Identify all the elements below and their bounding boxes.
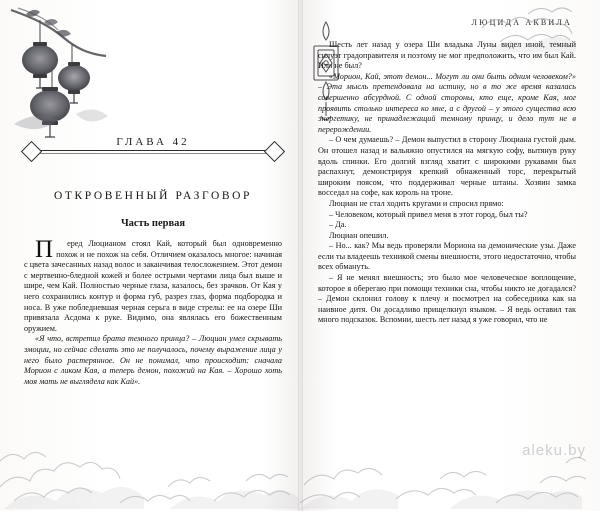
chapter-title: ОТКРОВЕННЫЙ РАЗГОВОР [53,190,253,202]
paragraph: – Я не менял внешность; это было мое человеческое воплощение, которое я оберегаю при помощи техники сна, чтобы никто не догадался? – Демон склонил голову к плечу и посмотрел на собеседника как на наивное дитя. Он досадливо прищелкнул языком. – Я ведь оставил так много подсказок. Вспомни, шесть лет назад я уже говорил, что не [318,273,576,325]
paragraph: Перед Люцианом стоял Кай, который был одновременно похож и не похож на себя. Отличием оказалось многое: начиная с цвета зачесанных назад волос и заканчивая телосложением. Этот демон с мертвенно-бледной кожей и более острыми чертами лица был выше и шире, чем Кай. Полностью черные глаза, казалось, без зрачков. От Кая у него сохранились контур и форма губ, разрез глаз, форма подбородка и носа. В уже побледневшая черная серьга в виде стрелы: ее на озере Ши привязала Асдома к руке. Видимо, она являлась его божественным оружием. [24,236,282,333]
paragraph: Шесть лет назад у озера Ши владыка Луны видел иной, темный силуэт градоправителя и поэтому не мог предположить, что им был Кай. Или не был? [318,40,576,71]
paragraph: Люциан опешил. [329,230,389,240]
part-title: Часть первая [120,218,186,229]
diamond-ornament-right [264,141,285,162]
cloud-ornament-bottom-right [300,391,600,511]
paragraph: – Человеком, который привел меня в этот город, был ты? [329,209,528,219]
chapter-rule-top [26,150,280,151]
chapter-rule-bottom [26,153,280,154]
running-head: ЛЮЦИДА АКВИЛА [471,18,572,27]
cloud-ornament-bottom-left [0,391,300,511]
paragraph: – Но... как? Мы ведь проверяли Мориона на демонические узы. Даже если ты владеешь техникой смены внешности, этого недостаточно, чтобы всех обмануть. [318,241,576,272]
paragraph: «Морион, Кай, этот демон... Могут ли они быть одним человеком?» – Эта мысль претендовала на истину, но в то же время казалась совершенно абсурдной. С одной стороны, кто еще, кроме Кая, мог проявить столько интереса ко мне, а с другой – у этого существа всю энергетику, не принадлежащий темному принцу, и дело тут не в перерождении. [318,71,576,134]
paragraph: – О чем думаешь? – Демон выпустил в сторону Люциана густой дым. Он отошел назад и вальяжно опустился на мягкую софу, вытянув руку вдоль спинки. Его долгий взгляд хватит с широкими рукавами был распахнут, демонстрируя крепкий обнаженный торс, перекрытый широким поясом, что поддерживал черные штаны. Хозяин замка восседал на софе, как король на троне. [318,135,576,198]
paragraph: Люциан не стал ходить кругами и спросил прямо: [329,198,504,208]
right-page [300,0,600,511]
right-page-body [316,40,578,326]
paragraph: – Да. [329,220,347,230]
paragraph: «Я что, встретил брата темного принца? – Люциан умел скрывать эмоции, но сейчас сделать это не получалось, почему выражение лица у него было растерянное. Он не понимал, что происходит: сначала Морион с ликом Кая, а теперь демон, похожий на Кая. – Хорошо хоть моя мать не выглядела как Кай». [24,334,282,386]
left-page-body [22,236,284,387]
chapter-number: ГЛАВА 42 [104,136,201,148]
watermark: aleku.by [522,442,586,459]
chapter-band [26,132,280,170]
diamond-ornament-left [21,141,42,162]
